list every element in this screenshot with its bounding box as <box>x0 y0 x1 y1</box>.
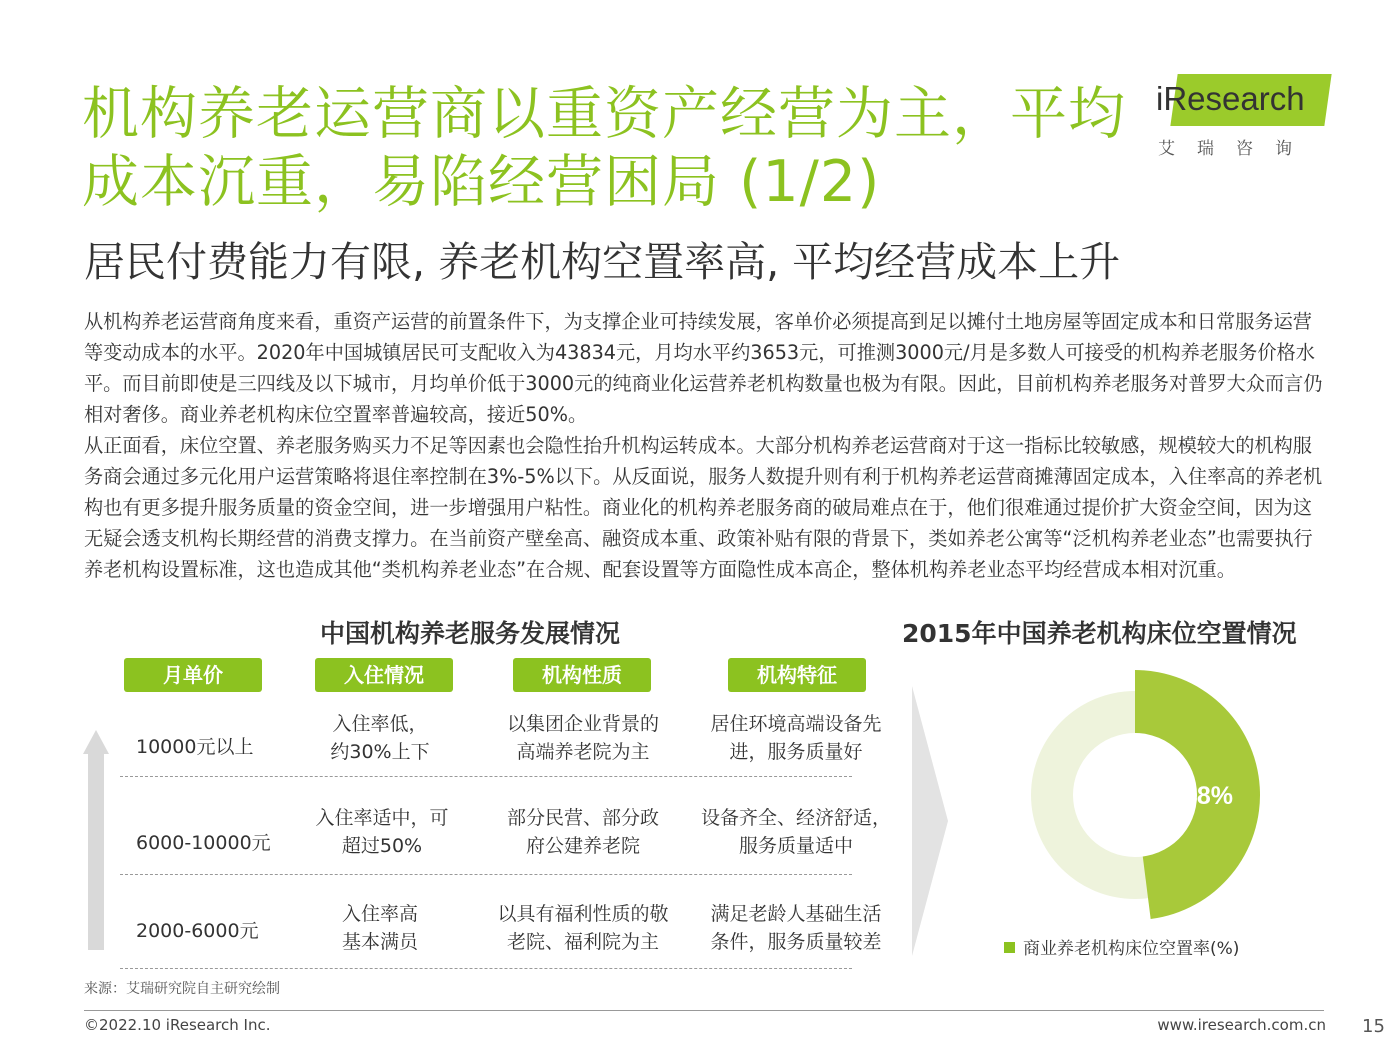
header-pill-price: 月单价 <box>124 658 262 692</box>
nature-row-1-line-2: 高端养老院为主 <box>516 741 650 763</box>
chevron-right-icon <box>912 686 948 956</box>
up-arrow-shaft <box>88 752 104 950</box>
feature-row-3-line-2: 条件，服务质量较差 <box>710 931 882 953</box>
occupancy-row-1-line-2: 约30%上下 <box>330 741 430 763</box>
feature-row-2-line-1: 设备齐全、经济舒适， <box>700 807 891 829</box>
legend-label: 商业养老机构床位空置率(%) <box>1023 939 1240 959</box>
pie-inner-circle <box>1073 733 1197 857</box>
nature-row-2-line-2: 府公建养老院 <box>525 835 640 857</box>
occupancy-row-2-line-2: 超过50% <box>341 835 423 857</box>
footer-copyright: ©2022.10 iResearch Inc. <box>84 1016 271 1034</box>
occupancy-row-3-line-2: 基本满员 <box>341 931 418 953</box>
source-note: 来源：艾瑞研究院自主研究绘制 <box>84 981 280 997</box>
nature-row-2-line-1: 部分民营、部分政 <box>506 807 659 829</box>
footer-divider <box>84 1010 1324 1011</box>
feature-row-1-line-2: 进，服务质量好 <box>729 741 863 763</box>
left-section-title: 中国机构养老服务发展情况 <box>320 619 621 648</box>
header-pill-occupancy: 入住情况 <box>315 658 453 692</box>
feature-row-2 <box>692 804 900 860</box>
chart-legend <box>1004 934 1239 959</box>
pie-data-label: 48% <box>1182 782 1234 810</box>
page-subtitle: 居民付费能力有限, 养老机构空置率高, 平均经营成本上升 <box>84 238 1121 286</box>
feature-row-1-line-1: 居住环境高端设备先 <box>710 713 882 735</box>
price-row-3: 2000-6000元 <box>136 920 259 942</box>
occupancy-row-3-line-1: 入住率高 <box>341 903 418 925</box>
feature-row-1 <box>696 710 896 766</box>
occupancy-row-3 <box>300 900 460 956</box>
body-paragraph-1: 从机构养老运营商角度来看，重资产运营的前置条件下，为支撑企业可持续发展，客单价必须提高到足以摊付土地房屋等固定成本和日常服务运营等变动成本的水平。2020年中国城镇居民可支配收入为43834元，月均水平约3653元，可推测3000元/月是多数人可接受的机构养老服务价格水平。而目前即使是三四线及以下城市，月均单价低于3000元的纯商业化运营养老机构数量也极为有限。因此，目前机构养老服务对普罗大众而言仍相对奢侈。商业养老机构床位空置率普遍较高，接近50%。 <box>84 310 1323 426</box>
page-number: 15 <box>1362 1016 1385 1037</box>
nature-row-3-line-1: 以具有福利性质的敬 <box>497 903 669 925</box>
price-row-2: 6000-10000元 <box>136 832 271 854</box>
feature-row-3 <box>696 900 896 956</box>
occupancy-row-1-line-1: 入住率低， <box>332 713 428 735</box>
nature-row-1 <box>490 710 676 766</box>
occupancy-row-2-line-1: 入住率适中，可 <box>315 807 449 829</box>
header-pill-nature: 机构性质 <box>513 658 651 692</box>
row-divider-1 <box>120 776 852 777</box>
header-pill-feature: 机构特征 <box>728 658 866 692</box>
nature-row-3 <box>486 900 680 956</box>
body-text <box>84 306 1324 585</box>
row-divider-2 <box>120 874 852 875</box>
nature-row-1-line-1: 以集团企业背景的 <box>506 713 659 735</box>
row-divider-3 <box>120 968 852 969</box>
footer-website: www.iresearch.com.cn <box>1157 1016 1326 1034</box>
feature-row-3-line-1: 满足老龄人基础生活 <box>710 903 882 925</box>
nature-row-3-line-2: 老院、福利院为主 <box>506 931 659 953</box>
logo-cn-text: 艾瑞咨询 <box>1158 139 1314 159</box>
iresearch-logo <box>1150 72 1340 162</box>
logo-text: iResearch <box>1156 80 1305 117</box>
feature-row-2-line-2: 服务质量适中 <box>738 835 853 857</box>
legend-swatch <box>1004 942 1015 953</box>
vacancy-pie-chart <box>1010 670 1260 920</box>
body-paragraph-2: 从正面看，床位空置、养老服务购买力不足等因素也会隐性抬升机构运转成本。大部分机构养老运营商对于这一指标比较敏感，规模较大的机构服务商会通过多元化用户运营策略将退住率控制在3%-5%以下。从反面说，服务人数提升则有利于机构养老运营商摊薄固定成本，入住率高的养老机构也有更多提升服务质量的资金空间，进一步增强用户粘性。商业化的机构养老服务商的破局难点在于，他们很难通过提价扩大资金空间，因为这无疑会透支机构长期经营的消费支撑力。在当前资产壁垒高、融资成本重、政策补贴有限的背景下，类如养老公寓等“泛机构养老业态”也需要执行养老机构设置标准，这也造成其他“类机构养老业态”在合规、配套设置等方面隐性成本高企，整体机构养老业态平均经营成本相对沉重。 <box>84 434 1323 581</box>
occupancy-row-1 <box>300 710 460 766</box>
chart-title: 2015年中国养老机构床位空置情况 <box>902 619 1297 648</box>
page-title: 机构养老运营商以重资产经营为主，平均成本沉重，易陷经营困局 (1/2) <box>82 81 1126 215</box>
price-row-1: 10000元以上 <box>136 736 254 758</box>
nature-row-2 <box>490 804 676 860</box>
up-arrow-head-icon <box>83 730 109 754</box>
occupancy-row-2 <box>300 804 464 860</box>
